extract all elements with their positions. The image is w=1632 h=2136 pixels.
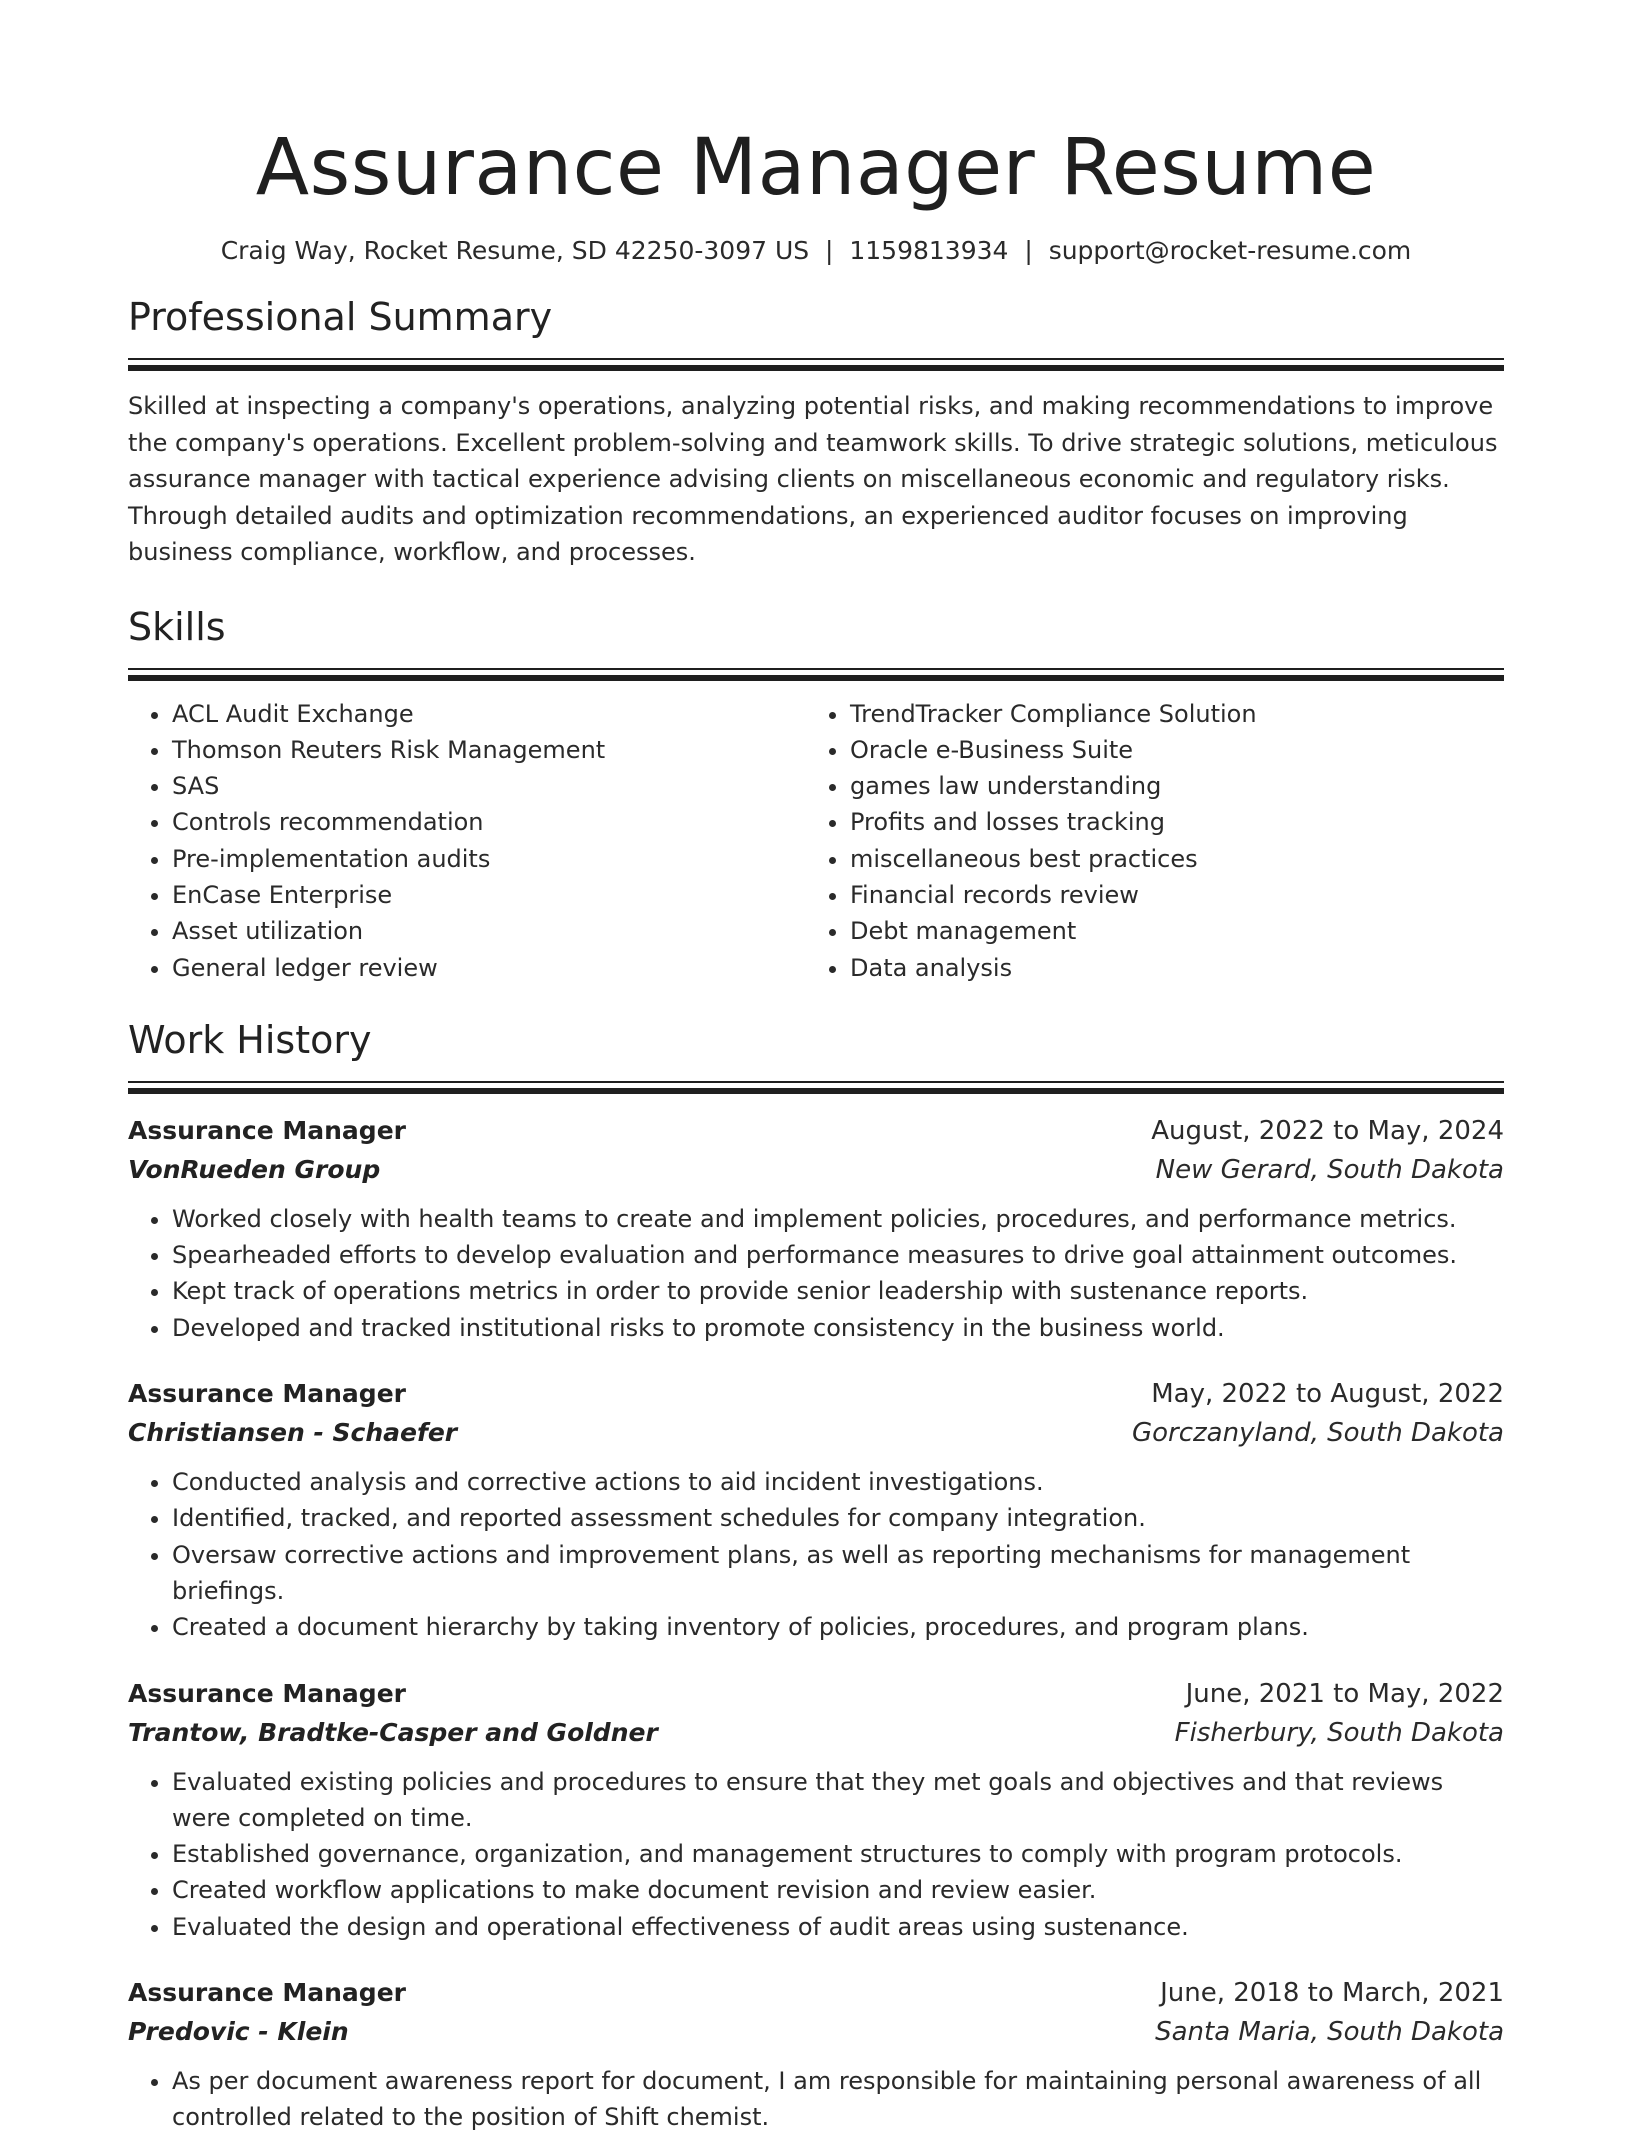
job-entry — [128, 1111, 1504, 1346]
contact-separator: | — [825, 236, 834, 265]
job-dates: June, 2021 to May, 2022 — [1185, 1678, 1504, 1709]
skill-item: • Financial records review — [850, 877, 1484, 913]
job-bullet: • Spearheaded efforts to develop evaluation and performance measures to drive goal attainment outcomes. — [172, 1237, 1504, 1273]
skills-columns — [128, 696, 1504, 986]
skill-item: • Profits and losses tracking — [850, 804, 1484, 840]
resume-page — [128, 0, 1504, 2136]
job-bullet: • Worked closely with health teams to create and implement policies, procedures, and performance metrics. — [172, 1201, 1504, 1237]
job-header-row — [128, 1674, 1504, 1713]
contact-separator: | — [1024, 236, 1033, 265]
job-bullet: • Created a document hierarchy by taking inventory of policies, procedures, and program plans. — [172, 1609, 1504, 1645]
section-heading-skills: Skills — [128, 604, 226, 649]
job-title: Assurance Manager — [128, 1379, 406, 1409]
section-heading-work-history: Work History — [128, 1017, 372, 1062]
job-title: Assurance Manager — [128, 1978, 406, 2008]
contact-email[interactable]: support@rocket-resume.com — [1048, 236, 1412, 265]
skills-section — [128, 603, 1504, 986]
section-divider — [128, 668, 1504, 680]
job-bullet: • As per document awareness report for document, I am responsible for maintaining personal awareness of all controlled related to the position of Shift chemist. — [172, 2063, 1504, 2136]
summary-section — [128, 293, 1504, 571]
job-bullet: • Created workflow applications to make document revision and review easier. — [172, 1872, 1504, 1908]
section-divider — [128, 1081, 1504, 1093]
job-location: New Gerard, South Dakota — [1155, 1154, 1504, 1185]
summary-text: Skilled at inspecting a company's operations, analyzing potential risks, and making recommendations to improve the company's operations. Excellent problem-solving and teamwork skills. To drive strategic solutions, meticulous assurance manager with tactical experience advising clients on miscellaneous economic and regulatory risks. Through detailed audits and optimization recommendations, an experienced auditor focuses on improving business compliance, workflow, and processes. — [128, 392, 1498, 566]
job-header-row — [128, 1973, 1504, 2012]
contact-line — [128, 233, 1504, 269]
skill-item: • Oracle e-Business Suite — [850, 732, 1484, 768]
job-bullets — [128, 1464, 1504, 1645]
job-company: VonRueden Group — [128, 1154, 381, 1184]
job-bullet: • Evaluated the design and operational effectiveness of audit areas using sustenance. — [172, 1909, 1504, 1945]
job-entry — [128, 1374, 1504, 1645]
job-header-row — [128, 1111, 1504, 1150]
job-dates: June, 2018 to March, 2021 — [1160, 1978, 1504, 2009]
skill-item: • games law understanding — [850, 768, 1484, 804]
job-bullet: • Identified, tracked, and reported assessment schedules for company integration. — [172, 1500, 1504, 1536]
job-bullet: • Oversaw corrective actions and improvement plans, as well as reporting mechanisms for management briefings. — [172, 1537, 1504, 1610]
job-subheader-row — [128, 2012, 1504, 2051]
job-company: Predovic - Klein — [128, 2017, 349, 2047]
contact-address: Craig Way, Rocket Resume, SD 42250-3097 US — [220, 236, 810, 265]
job-subheader-row — [128, 1713, 1504, 1752]
job-bullets — [128, 2063, 1504, 2136]
job-bullets — [128, 1201, 1504, 1346]
job-bullet: • Evaluated existing policies and procedures to ensure that they met goals and objectives and that reviews were completed on time. — [172, 1764, 1504, 1837]
job-location: Gorczanyland, South Dakota — [1131, 1418, 1504, 1449]
contact-phone: 1159813934 — [849, 236, 1009, 265]
skill-item: • General ledger review — [172, 950, 806, 986]
skill-item: • TrendTracker Compliance Solution — [850, 696, 1484, 732]
job-dates: May, 2022 to August, 2022 — [1151, 1379, 1504, 1410]
job-company: Christiansen - Schaefer — [128, 1418, 458, 1448]
section-heading-summary: Professional Summary — [128, 295, 553, 339]
job-bullet: • Kept track of operations metrics in order to provide senior leadership with sustenance reports. — [172, 1273, 1504, 1309]
skill-item: • SAS — [172, 768, 806, 804]
job-dates: August, 2022 to May, 2024 — [1151, 1115, 1504, 1146]
skills-list-right — [806, 696, 1484, 986]
job-location: Santa Maria, South Dakota — [1155, 2017, 1504, 2048]
skill-item: • ACL Audit Exchange — [172, 696, 806, 732]
skill-item: • Debt management — [850, 913, 1484, 949]
job-company: Trantow, Bradtke-Casper and Goldner — [128, 1717, 658, 1747]
job-subheader-row — [128, 1150, 1504, 1189]
job-bullet: • Conducted analysis and corrective actions to aid incident investigations. — [172, 1464, 1504, 1500]
skill-item: • Controls recommendation — [172, 804, 806, 840]
skill-item: • EnCase Enterprise — [172, 877, 806, 913]
skill-item: • Thomson Reuters Risk Management — [172, 732, 806, 768]
job-entry — [128, 1973, 1504, 2136]
job-subheader-row — [128, 1413, 1504, 1452]
job-bullets — [128, 1764, 1504, 1945]
job-header-row — [128, 1374, 1504, 1413]
section-divider — [128, 358, 1504, 370]
skills-list-left — [128, 696, 806, 986]
skill-item: • Asset utilization — [172, 913, 806, 949]
skill-item: • Data analysis — [850, 950, 1484, 986]
job-location: Fisherbury, South Dakota — [1174, 1717, 1504, 1748]
job-bullet: • Established governance, organization, and management structures to comply with program protocols. — [172, 1836, 1504, 1872]
page-title: Assurance Manager Resume — [255, 123, 1377, 213]
job-title: Assurance Manager — [128, 1678, 406, 1708]
job-entry — [128, 1674, 1504, 1945]
job-bullet: • Developed and tracked institutional risks to promote consistency in the business world. — [172, 1310, 1504, 1346]
skill-item: • miscellaneous best practices — [850, 841, 1484, 877]
work-history-section — [128, 1016, 1504, 2136]
skill-item: • Pre-implementation audits — [172, 841, 806, 877]
job-title: Assurance Manager — [128, 1115, 406, 1145]
